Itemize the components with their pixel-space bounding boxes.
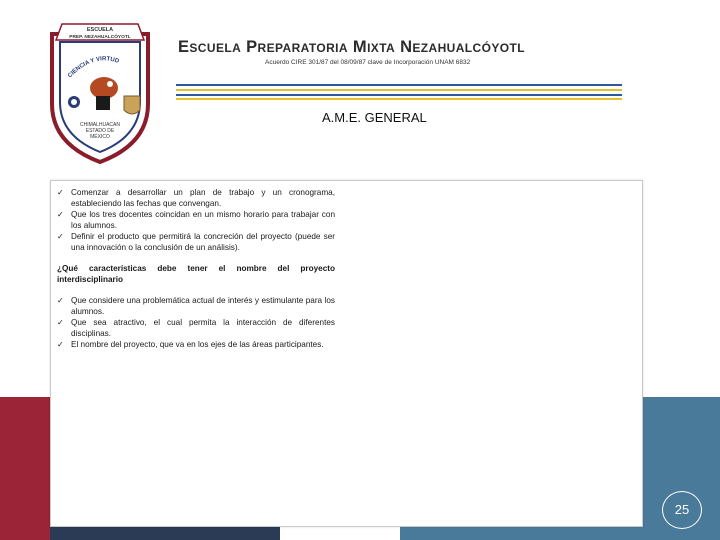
header-rule-gold-2 xyxy=(176,98,622,100)
section-title: A.M.E. GENERAL xyxy=(322,110,427,125)
checklist-item xyxy=(57,295,335,317)
band-left xyxy=(0,397,50,540)
checklist-item-text: Definir el producto que permitirá la concreción del proyecto (puede ser una innovación o la conclusión de un análisis). xyxy=(71,232,335,252)
svg-text:MÉXICO: MÉXICO xyxy=(90,134,110,140)
header-rule-blue xyxy=(176,84,622,86)
checklist-item xyxy=(57,339,335,350)
school-title: Escuela Preparatoria Mixta Nezahualcóyotl xyxy=(178,38,525,56)
document-content xyxy=(57,187,335,350)
school-logo xyxy=(44,16,156,166)
band-left-strip xyxy=(50,525,280,540)
band-right-strip xyxy=(400,525,641,540)
checklist-item-text: Que considere una problemática actual de interés y estimulante para los alumnos. xyxy=(71,296,335,316)
check-icon: ✓ xyxy=(57,210,64,219)
header-rule-blue-2 xyxy=(176,94,622,96)
checklist-item-text: Que los tres docentes coincidan en un mismo horario para trabajar con los alumnos. xyxy=(71,210,335,230)
question-heading: ¿Qué características debe tener el nombre del proyecto interdisciplinario xyxy=(57,264,335,284)
page-number: 25 xyxy=(662,491,702,529)
svg-text:CIENCIA Y VIRTUD: CIENCIA Y VIRTUD xyxy=(67,56,120,80)
checklist-item xyxy=(57,187,335,209)
header-rule-gold xyxy=(176,89,622,91)
svg-text:PREP. NEZAHUALCÓYOTL: PREP. NEZAHUALCÓYOTL xyxy=(69,35,131,40)
svg-text:ESTADO DE: ESTADO DE xyxy=(85,128,115,134)
check-icon: ✓ xyxy=(57,296,64,305)
check-icon: ✓ xyxy=(57,188,64,197)
checklist-item xyxy=(57,317,335,339)
checklist-item-text: El nombre del proyecto, que va en los ejes de las áreas participantes. xyxy=(71,340,324,349)
checklist-item xyxy=(57,231,335,253)
checklist-1 xyxy=(57,187,335,253)
school-subtitle: Acuerdo CIRE 301/87 del 08/09/87 clave de Incorporación UNAM 6832 xyxy=(265,59,471,66)
checklist-item-text: Comenzar a desarrollar un plan de trabajo y un cronograma, estableciendo las fechas que convengan. xyxy=(71,188,335,208)
checklist-item xyxy=(57,209,335,231)
checklist-item-text: Que sea atractivo, el cual permita la interacción de diferentes disciplinas. xyxy=(71,318,335,338)
svg-text:CHIMALHUACAN: CHIMALHUACAN xyxy=(79,122,121,128)
check-icon: ✓ xyxy=(57,232,64,241)
check-icon: ✓ xyxy=(57,340,64,349)
svg-text:ESCUELA: ESCUELA xyxy=(86,27,114,33)
check-icon: ✓ xyxy=(57,318,64,327)
document-panel xyxy=(50,180,643,527)
checklist-2 xyxy=(57,295,335,350)
